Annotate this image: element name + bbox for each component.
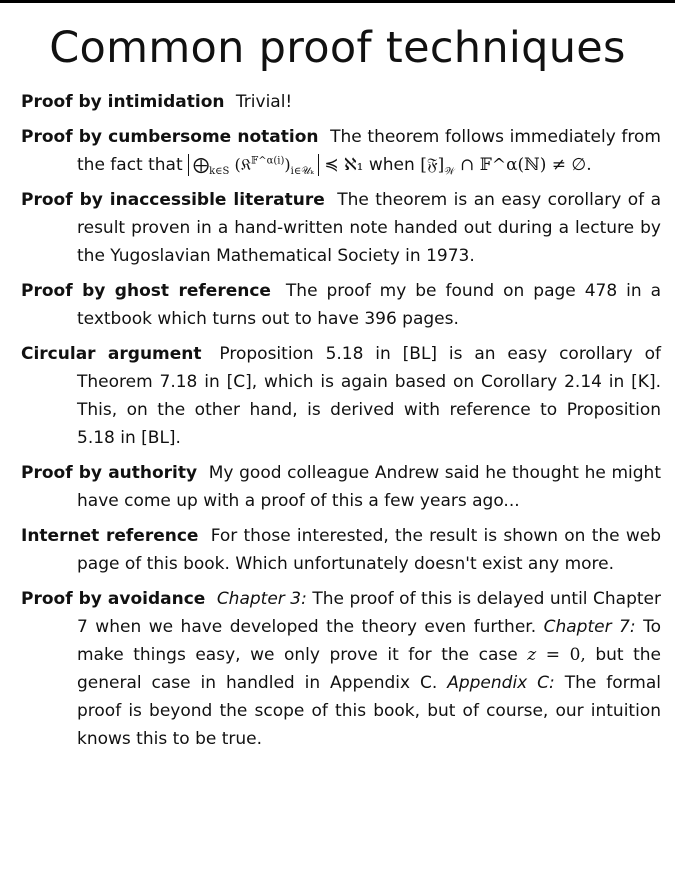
term-description: The theorem is an easy corollary of a result proven in a hand-written note handed out during a lecture by the Yugoslavian Mathematical Society in 1973. bbox=[77, 190, 662, 266]
term-label: Circular argument bbox=[21, 344, 202, 364]
list-item bbox=[21, 88, 661, 116]
technique-list bbox=[21, 88, 661, 760]
appendix-c-text: The formal proof is beyond the scope of this book, but of course, our intuition knows this to be true. bbox=[77, 673, 662, 749]
term-label: Proof by inaccessible literature bbox=[21, 190, 325, 210]
appendix-c-label: Appendix C: bbox=[447, 673, 555, 693]
formula-tail-sub: 𝒲 bbox=[444, 166, 455, 178]
chapter7-formula bbox=[527, 645, 586, 665]
term-label: Proof by cumbersome notation bbox=[21, 127, 319, 147]
formula-inner-sup: 𝔽^α(i) bbox=[251, 155, 285, 167]
formula-norm bbox=[188, 154, 319, 176]
term-label: Proof by intimidation bbox=[21, 92, 225, 112]
chapter3-label: Chapter 3: bbox=[216, 589, 307, 609]
term-description: The theorem follows immediately from the fact that bbox=[77, 127, 661, 175]
term-description: Trivial! bbox=[235, 92, 293, 112]
formula-tail-rest: ∩ 𝔽^α(ℕ) ≠ ∅. bbox=[460, 155, 592, 175]
term-description-when: when bbox=[368, 155, 415, 175]
list-item bbox=[21, 340, 661, 452]
formula-relation: ≼ ℵ₁ bbox=[324, 155, 364, 175]
term-description: Proposition 5.18 in [BL] is an easy corollary of Theorem 7.18 in [C], which is again based on Corollary 2.14 in [K]. This, on the other hand, is derived with reference to Proposition 5.18 in [BL]. bbox=[77, 344, 661, 448]
list-item bbox=[21, 522, 661, 578]
list-item bbox=[21, 277, 661, 333]
term-label: Proof by avoidance bbox=[21, 589, 206, 609]
chapter7-text-b: but the general case in handled in Appendix C. bbox=[77, 645, 662, 693]
chapter3-text: The proof of this is delayed until Chapter 7 when we have developed the theory even further. bbox=[77, 589, 661, 637]
formula-sum: ⨁ bbox=[193, 155, 210, 174]
formula-tail bbox=[420, 155, 592, 178]
top-rule bbox=[0, 0, 675, 3]
term-description: The proof my be found on page 478 in a textbook which turns out to have 396 pages. bbox=[77, 281, 662, 329]
page-title: Common proof techniques bbox=[49, 23, 626, 73]
formula-inner-close: ) bbox=[284, 155, 291, 174]
chapter7-eq: = 0, bbox=[545, 645, 586, 665]
formula-sum-sub: k∈S bbox=[209, 166, 230, 178]
list-item bbox=[21, 585, 661, 753]
term-label: Proof by authority bbox=[21, 463, 198, 483]
chapter7-var: z bbox=[527, 645, 537, 665]
term-label: Internet reference bbox=[21, 526, 199, 546]
formula-tail-main: [𝔉] bbox=[420, 155, 445, 175]
formula-inner: (𝔎 bbox=[234, 155, 252, 174]
formula-inner-sub: i∈𝒰ₖ bbox=[290, 166, 314, 178]
chapter7-label: Chapter 7: bbox=[543, 617, 636, 637]
term-description: For those interested, the result is shown on the web page of this book. Which unfortunately doesn't exist any more. bbox=[77, 526, 661, 574]
term-label: Proof by ghost reference bbox=[21, 281, 271, 301]
list-item bbox=[21, 186, 661, 270]
list-item bbox=[21, 123, 661, 179]
list-item bbox=[21, 459, 661, 515]
chapter7-text-a: To make things easy, we only prove it for the case bbox=[77, 617, 662, 665]
term-description: My good colleague Andrew said he thought he might have come up with a proof of this a few years ago... bbox=[77, 463, 661, 511]
